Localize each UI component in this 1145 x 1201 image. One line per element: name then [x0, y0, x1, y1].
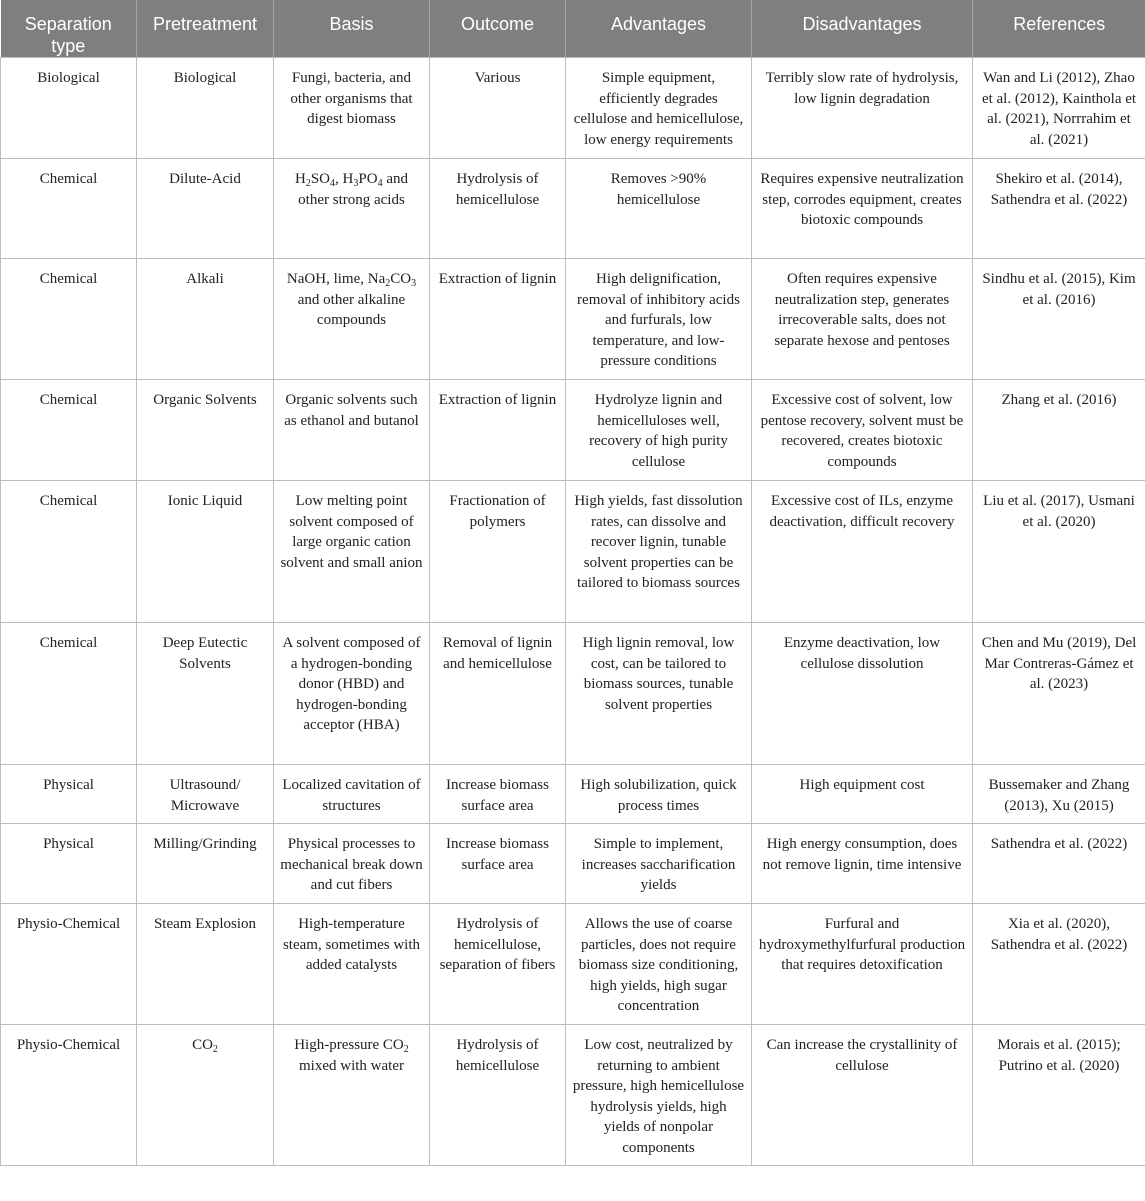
- cell-disadvantages: Excessive cost of solvent, low pentose recovery, solvent must be recovered, creates biotoxic compounds: [752, 380, 973, 481]
- cell-advantages: Simple equipment, efficiently degrades cellulose and hemicellulose, low energy requirements: [566, 58, 752, 159]
- cell-references: Liu et al. (2017), Usmani et al. (2020): [973, 481, 1145, 623]
- cell-outcome: Hydrolysis of hemicellulose: [430, 1025, 566, 1166]
- cell-basis: A solvent composed of a hydrogen-bonding donor (HBD) and hydrogen-bonding acceptor (HBA): [274, 623, 430, 765]
- cell-outcome: Hydrolysis of hemicellulose, separation of fibers: [430, 904, 566, 1025]
- cell-separation-type: Physio-Chemical: [1, 1025, 137, 1166]
- table-row: [1, 481, 1145, 623]
- cell-advantages: Low cost, neutralized by returning to ambient pressure, high hemicellulose hydrolysis yields, high yields of nonpolar components: [566, 1025, 752, 1166]
- cell-pretreatment: Deep Eutectic Solvents: [137, 623, 274, 765]
- cell-disadvantages: Can increase the crystallinity of cellulose: [752, 1025, 973, 1166]
- cell-advantages: High delignification, removal of inhibitory acids and furfurals, low temperature, and low-pressure conditions: [566, 259, 752, 380]
- cell-separation-type: Chemical: [1, 159, 137, 259]
- cell-references: Shekiro et al. (2014), Sathendra et al. (2022): [973, 159, 1145, 259]
- cell-references: Wan and Li (2012), Zhao et al. (2012), Kainthola et al. (2021), Norrrahim et al. (2021): [973, 58, 1145, 159]
- table-row: [1, 259, 1145, 380]
- cell-separation-type: Physical: [1, 765, 137, 824]
- cell-pretreatment: $CO_2$: [137, 1025, 274, 1166]
- cell-disadvantages: High equipment cost: [752, 765, 973, 824]
- table-row: [1, 380, 1145, 481]
- cell-advantages: High lignin removal, low cost, can be tailored to biomass sources, tunable solvent properties: [566, 623, 752, 765]
- table-row: [1, 58, 1145, 159]
- cell-pretreatment: Alkali: [137, 259, 274, 380]
- table-row: [1, 159, 1145, 259]
- cell-outcome: Fractionation of polymers: [430, 481, 566, 623]
- cell-basis: Fungi, bacteria, and other organisms that digest biomass: [274, 58, 430, 159]
- header-outcome: Outcome: [430, 0, 566, 58]
- cell-disadvantages: Enzyme deactivation, low cellulose dissolution: [752, 623, 973, 765]
- cell-advantages: High yields, fast dissolution rates, can dissolve and recover lignin, tunable solvent properties can be tailored to biomass sources: [566, 481, 752, 623]
- cell-separation-type: Chemical: [1, 259, 137, 380]
- cell-basis: High-temperature steam, sometimes with added catalysts: [274, 904, 430, 1025]
- cell-references: Sathendra et al. (2022): [973, 824, 1145, 904]
- table-row: [1, 824, 1145, 904]
- cell-references: Zhang et al. (2016): [973, 380, 1145, 481]
- cell-outcome: Removal of lignin and hemicellulose: [430, 623, 566, 765]
- cell-basis: Organic solvents such as ethanol and butanol: [274, 380, 430, 481]
- cell-separation-type: Physio-Chemical: [1, 904, 137, 1025]
- cell-outcome: Extraction of lignin: [430, 259, 566, 380]
- cell-separation-type: Biological: [1, 58, 137, 159]
- cell-pretreatment: Steam Explosion: [137, 904, 274, 1025]
- header-disadvantages: Disadvantages: [752, 0, 973, 58]
- cell-pretreatment: Biological: [137, 58, 274, 159]
- cell-references: Sindhu et al. (2015), Kim et al. (2016): [973, 259, 1145, 380]
- cell-outcome: Various: [430, 58, 566, 159]
- cell-advantages: Hydrolyze lignin and hemicelluloses well, recovery of high purity cellulose: [566, 380, 752, 481]
- cell-disadvantages: Furfural and hydroxymethylfurfural production that requires detoxification: [752, 904, 973, 1025]
- table-row: [1, 623, 1145, 765]
- cell-disadvantages: High energy consumption, does not remove lignin, time intensive: [752, 824, 973, 904]
- cell-references: Morais et al. (2015); Putrino et al. (2020): [973, 1025, 1145, 1166]
- header-row: [1, 0, 1145, 58]
- cell-separation-type: Chemical: [1, 623, 137, 765]
- cell-basis: Low melting point solvent composed of large organic cation solvent and small anion: [274, 481, 430, 623]
- cell-outcome: Increase biomass surface area: [430, 765, 566, 824]
- cell-advantages: Allows the use of coarse particles, does not require biomass size conditioning, high yields, high sugar concentration: [566, 904, 752, 1025]
- cell-advantages: Simple to implement, increases saccharification yields: [566, 824, 752, 904]
- cell-pretreatment: Organic Solvents: [137, 380, 274, 481]
- cell-separation-type: Chemical: [1, 380, 137, 481]
- cell-disadvantages: Terribly slow rate of hydrolysis, low lignin degradation: [752, 58, 973, 159]
- header-references: References: [973, 0, 1145, 58]
- header-pretreatment: Pretreatment: [137, 0, 274, 58]
- cell-disadvantages: Requires expensive neutralization step, corrodes equipment, creates biotoxic compounds: [752, 159, 973, 259]
- cell-basis: NaOH, lime, $Na_2CO_3$ and other alkaline compounds: [274, 259, 430, 380]
- cell-pretreatment: Milling/Grinding: [137, 824, 274, 904]
- cell-outcome: Extraction of lignin: [430, 380, 566, 481]
- cell-basis: High-pressure $CO_2$ mixed with water: [274, 1025, 430, 1166]
- cell-disadvantages: Excessive cost of ILs, enzyme deactivation, difficult recovery: [752, 481, 973, 623]
- cell-basis: Localized cavitation of structures: [274, 765, 430, 824]
- cell-pretreatment: Ultrasound/ Microwave: [137, 765, 274, 824]
- cell-outcome: Increase biomass surface area: [430, 824, 566, 904]
- cell-basis: Physical processes to mechanical break down and cut fibers: [274, 824, 430, 904]
- header-separation-type: Separation type: [1, 0, 137, 58]
- table-row: [1, 765, 1145, 824]
- cell-pretreatment: Dilute-Acid: [137, 159, 274, 259]
- cell-basis: $H_2SO_4$, $H_3PO_4$ and other strong acids: [274, 159, 430, 259]
- cell-advantages: High solubilization, quick process times: [566, 765, 752, 824]
- cell-pretreatment: Ionic Liquid: [137, 481, 274, 623]
- table-row: [1, 1025, 1145, 1166]
- cell-references: Chen and Mu (2019), Del Mar Contreras-Gámez et al. (2023): [973, 623, 1145, 765]
- cell-separation-type: Chemical: [1, 481, 137, 623]
- cell-disadvantages: Often requires expensive neutralization step, generates irrecoverable salts, does not separate hexose and pentoses: [752, 259, 973, 380]
- header-advantages: Advantages: [566, 0, 752, 58]
- cell-references: Xia et al. (2020), Sathendra et al. (2022): [973, 904, 1145, 1025]
- table-row: [1, 904, 1145, 1025]
- cell-advantages: Removes >90% hemicellulose: [566, 159, 752, 259]
- header-basis: Basis: [274, 0, 430, 58]
- cell-separation-type: Physical: [1, 824, 137, 904]
- cell-references: Bussemaker and Zhang (2013), Xu (2015): [973, 765, 1145, 824]
- cell-outcome: Hydrolysis of hemicellulose: [430, 159, 566, 259]
